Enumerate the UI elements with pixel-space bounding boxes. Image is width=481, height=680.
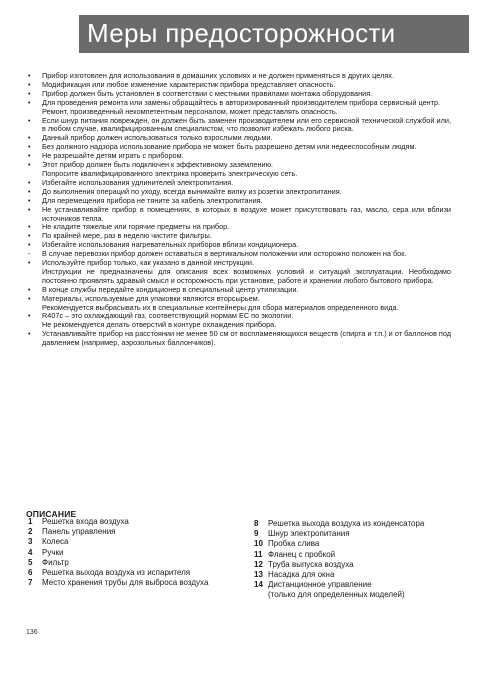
bullet-mark: •: [28, 311, 31, 321]
part-label: Дистанционное управление: [268, 580, 372, 590]
precaution-subtext: Не рекомендуется делать отверстий в контуре охлаждения прибора.: [42, 320, 277, 330]
precaution-item: [24, 161, 451, 179]
part-item: [28, 537, 223, 547]
precautions-list: [24, 72, 451, 348]
part-item: [28, 548, 223, 558]
part-item: [254, 560, 459, 570]
page-title: Меры предосторожности: [87, 18, 396, 48]
part-item: [28, 517, 223, 527]
part-label: Колеса: [42, 537, 69, 547]
part-label: Решетка выхода воздуха из конденсатора: [268, 519, 425, 528]
part-number: 1: [28, 517, 33, 526]
part-number: 5: [28, 557, 33, 567]
part-item: [28, 558, 223, 568]
bullet-mark: •: [28, 133, 31, 143]
precaution-text: Для проведения ремонта или замены обращайтесь в авторизированный производителем прибора сервисный центр.: [42, 97, 441, 107]
part-label: Пробка слива: [268, 539, 320, 549]
bullet-mark: •: [28, 71, 31, 80]
bullet-mark: •: [28, 284, 31, 294]
parts-list-right: [254, 519, 459, 601]
precaution-text: Не разрешайте детям играть с прибором.: [42, 151, 184, 161]
bullet-mark: •: [28, 79, 31, 89]
part-item: [254, 529, 459, 539]
precaution-text: В конце службы передайте кондиционер в специальный центр утилизации.: [42, 284, 299, 294]
part-number: 9: [254, 529, 259, 539]
precaution-text: Для перемещения прибора не тяните за кабель электропитания.: [42, 195, 263, 205]
bullet-mark: •: [28, 151, 31, 161]
precaution-text: Не устанавливайте прибор в помещениях, в которых в воздухе может присутствовать газ, масло, сера или вблизи источников тепла.: [42, 204, 451, 223]
precaution-text: Если шнур питания поврежден, он должен быть заменен производителем или его сервисной технической службой или, в любом случае, квалифицированным специалистом, что позволит избежать любого риска.: [42, 115, 451, 134]
precaution-item: [24, 99, 451, 117]
part-number: 11: [254, 549, 263, 559]
precaution-subtext: Ремонт, произведенный некомпетентным персоналом, может представлять опасность.: [42, 106, 338, 116]
part-number: 2: [28, 527, 33, 537]
precaution-subtext: Попросите квалифицированного электрика проверить электрическую сеть.: [42, 168, 298, 178]
bullet-mark: •: [28, 204, 31, 214]
bullet-mark: •: [28, 97, 31, 107]
part-number: 8: [254, 519, 259, 528]
part-number: 12: [254, 559, 263, 569]
bullet-mark: •: [28, 186, 31, 196]
part-sublabel: (только для определенных моделей): [268, 590, 405, 600]
bullet-mark: •: [28, 222, 31, 232]
part-item: [28, 527, 223, 537]
precaution-text: Этот прибор должен быть подключен к эффективному заземлению.: [42, 160, 274, 170]
part-label: Фильтр: [42, 557, 69, 567]
precaution-item: [24, 117, 451, 135]
part-label: Ручки: [42, 547, 64, 557]
part-item: [254, 570, 459, 580]
precaution-text: По крайней мере, раз в неделю чистите фильтры.: [42, 231, 212, 241]
precaution-item: [24, 330, 451, 348]
part-number: 6: [28, 568, 33, 578]
part-number: 3: [28, 537, 33, 547]
part-number: 7: [28, 578, 33, 588]
part-item: [254, 539, 459, 549]
page-number: 136: [26, 629, 38, 636]
bullet-mark: •: [28, 115, 31, 125]
precaution-text: Материалы, используемые для упаковки являются вторсырьем.: [42, 293, 260, 303]
part-label: Панель управления: [42, 527, 116, 537]
precaution-text: Модификация или любое изменение характеристик прибора представляет опасность.: [42, 79, 336, 89]
bullet-mark: •: [28, 293, 31, 303]
precaution-text: Не кладите тяжелые или горячие предметы на прибор.: [42, 222, 230, 232]
bullet-mark: •: [28, 258, 31, 268]
part-label: Насадка для окна: [268, 570, 335, 580]
part-label: Решетка выхода воздуха из испарителя: [42, 568, 191, 578]
precaution-text: Устанавливайте прибор на расстоянии не менее 50 см от воспламеняющихся веществ (спирта и т.п.) и от баллонов под давлением (например, аэрозольных баллончиков).: [42, 329, 451, 348]
part-label: Место хранения трубы для выброса воздуха: [42, 578, 209, 588]
part-label: Решетка входа воздуха: [42, 517, 129, 526]
precaution-text: В случае перевозки прибор должен оставаться в вертикальном положении или осторожно положен на бок.: [42, 249, 407, 259]
precaution-text: R407c – это охлаждающий газ, соответствующий нормам ЕС по экологии.: [42, 311, 294, 321]
bullet-mark: •: [28, 88, 31, 98]
precaution-text: Прибор должен быть установлен в соответствии с местными правилами монтажа оборудования.: [42, 88, 373, 98]
bullet-mark: •: [28, 195, 31, 205]
part-number: 10: [254, 539, 263, 549]
precaution-item: [24, 312, 451, 330]
precaution-text: Без должного надзора использование прибора не может быть разрешено детям или недееспособным людям.: [42, 142, 417, 152]
part-item: [254, 550, 459, 560]
precaution-text: Избегайте использования удлинителей электропитания.: [42, 177, 234, 187]
precaution-text: До выполнения операций по уходу, всегда вынимайте вилку из розетки электропитания.: [42, 186, 342, 196]
precaution-text: Используйте прибор только, как указано в данной инструкции.: [42, 258, 254, 268]
part-number: 14: [254, 580, 263, 590]
parts-list-left: [28, 517, 223, 588]
part-item: [28, 568, 223, 578]
title-banner: [79, 15, 469, 53]
description-heading: ОПИСАНИЕ: [26, 509, 77, 519]
precaution-subtext: Инструкции не предназначены для описания всех возможных условий и ситуаций эксплуатации. Необходимо постоянно проявлять здравый смысл и осторожность при установке, работе и хранении любого бытового прибора.: [42, 266, 451, 285]
part-label: Шнур электропитания: [268, 529, 350, 539]
precaution-text: Прибор изготовлен для использования в домашних условиях и не должен применяться в других целях.: [42, 71, 394, 80]
part-number: 13: [254, 570, 263, 580]
bullet-mark: -: [28, 249, 31, 259]
precaution-subtext: Рекомендуется выбрасывать их в специальные контейнеры для сбора материалов определенного вида.: [42, 302, 399, 312]
part-number: 4: [28, 547, 33, 557]
precaution-item: [24, 259, 451, 286]
bullet-mark: •: [28, 160, 31, 170]
precaution-item: [24, 295, 451, 313]
bullet-mark: •: [28, 142, 31, 152]
bullet-mark: •: [28, 240, 31, 250]
bullet-mark: •: [28, 177, 31, 187]
bullet-mark: •: [28, 231, 31, 241]
part-item: [254, 580, 459, 600]
part-label: Труба выпуска воздуха: [268, 559, 354, 569]
part-item: [28, 578, 223, 588]
precaution-item: [24, 206, 451, 224]
precaution-text: Избегайте использования нагревательных приборов вблизи кондиционера.: [42, 240, 299, 250]
precaution-text: Данный прибор должен использоваться только взрослыми людьми.: [42, 133, 273, 143]
part-item: [254, 519, 459, 529]
bullet-mark: •: [28, 329, 31, 339]
part-label: Фланец с пробкой: [268, 549, 336, 559]
